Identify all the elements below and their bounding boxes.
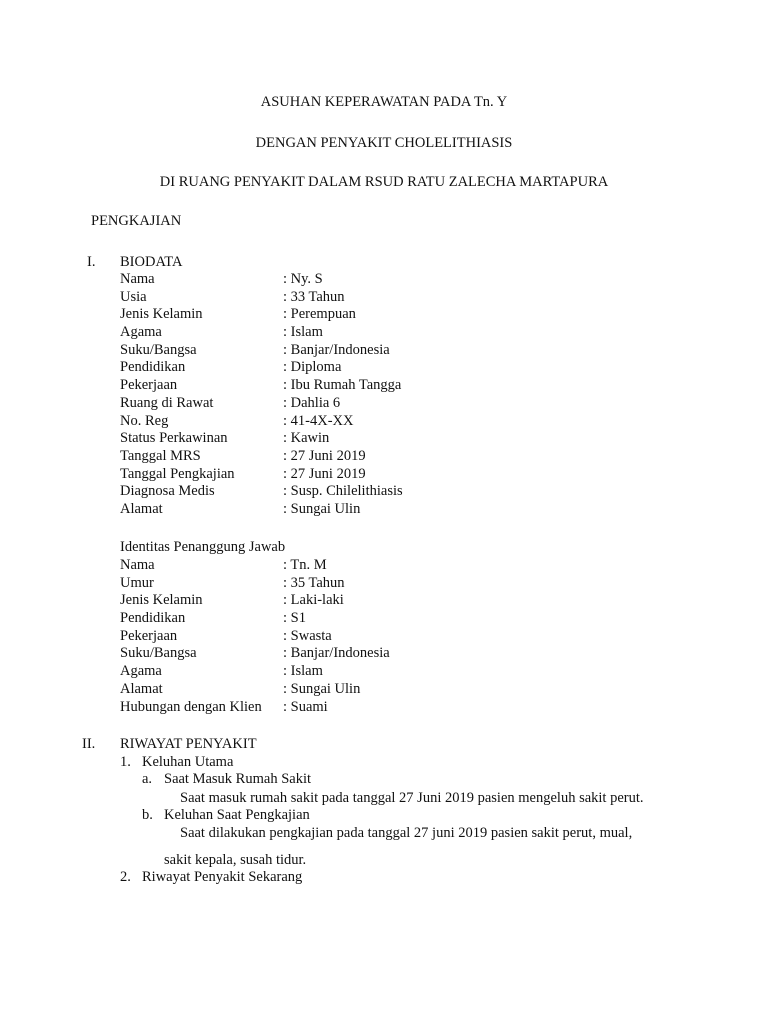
field-label: Nama: [120, 557, 155, 573]
field-value: : Diploma: [283, 359, 342, 376]
field-value: : 33 Tahun: [283, 288, 345, 305]
field-label: Pendidikan: [120, 610, 186, 627]
field-label: Agama: [120, 663, 162, 680]
field-value: : Ny. S: [283, 271, 323, 287]
field-value: : 27 Juni 2019: [283, 447, 366, 464]
field-value: : Laki-laki: [283, 592, 344, 609]
sub-b-text-line-1: Saat dilakukan pengkajian pada tanggal 27 juni 2019 pasien sakit perut, mual,: [180, 825, 633, 841]
field-label: Suku/Bangsa: [120, 645, 197, 662]
field-label: Tanggal MRS: [120, 447, 201, 464]
field-label: Tanggal Pengkajian: [120, 465, 235, 482]
item-1-number: 1.: [120, 754, 131, 770]
field-value: : 35 Tahun: [283, 574, 345, 591]
field-value: : Perempuan: [283, 306, 356, 323]
field-value: : Islam: [283, 663, 323, 680]
title-line-3: DI RUANG PENYAKIT DALAM RSUD RATU ZALECHA MARTAPURA: [159, 174, 609, 190]
section-1-number: I.: [87, 254, 96, 270]
field-label: Suku/Bangsa: [120, 341, 197, 358]
field-value: : Swasta: [283, 627, 332, 644]
field-value: : Suami: [283, 698, 328, 715]
section-1-heading: BIODATA: [120, 254, 183, 270]
field-label: Diagnosa Medis: [120, 483, 215, 500]
section-2-heading: RIWAYAT PENYAKIT: [120, 736, 257, 752]
field-label: No. Reg: [120, 412, 169, 429]
field-label: Alamat: [120, 680, 163, 697]
pengkajian-heading: PENGKAJIAN: [91, 213, 182, 229]
sub-a-label: Saat Masuk Rumah Sakit: [164, 771, 312, 787]
sub-b-label: Keluhan Saat Pengkajian: [164, 807, 310, 823]
sub-b-number: b.: [142, 807, 153, 823]
field-label: Usia: [120, 288, 147, 305]
field-value: : Tn. M: [283, 557, 327, 573]
title-line-1: ASUHAN KEPERAWATAN PADA Tn. Y: [260, 94, 508, 110]
field-label: Ruang di Rawat: [120, 394, 214, 411]
sub-a-number: a.: [142, 771, 153, 787]
field-value: : Sungai Ulin: [283, 500, 361, 517]
field-label: Pendidikan: [120, 359, 186, 376]
field-value: : 27 Juni 2019: [283, 465, 366, 482]
section-2-number: II.: [82, 736, 96, 752]
field-label: Jenis Kelamin: [120, 592, 203, 609]
title-line-2: DENGAN PENYAKIT CHOLELITHIASIS: [255, 135, 513, 151]
field-label: Nama: [120, 271, 155, 287]
sub-a-text: Saat masuk rumah sakit pada tanggal 27 Juni 2019 pasien mengeluh sakit perut.: [180, 790, 644, 806]
field-label: Pekerjaan: [120, 377, 178, 394]
field-value: : Banjar/Indonesia: [283, 341, 390, 358]
field-value: : S1: [283, 610, 306, 627]
item-2-label: Riwayat Penyakit Sekarang: [142, 869, 303, 885]
field-label: Alamat: [120, 500, 163, 517]
field-value: : Islam: [283, 324, 323, 341]
field-label: Agama: [120, 324, 162, 341]
field-label: Jenis Kelamin: [120, 306, 203, 323]
field-label: Pekerjaan: [120, 627, 178, 644]
field-label: Hubungan dengan Klien: [120, 698, 262, 715]
field-value: : Susp. Chilelithiasis: [283, 483, 403, 500]
field-value: : Dahlia 6: [283, 394, 341, 411]
field-label: Umur: [120, 574, 154, 591]
field-value: : 41-4X-XX: [283, 412, 354, 429]
guardian-heading: Identitas Penanggung Jawab: [120, 539, 286, 555]
item-1-label: Keluhan Utama: [142, 754, 234, 770]
field-value: : Banjar/Indonesia: [283, 645, 390, 662]
field-value: : Ibu Rumah Tangga: [283, 377, 402, 394]
sub-b-text-line-2: sakit kepala, susah tidur.: [164, 852, 307, 868]
field-value: : Kawin: [283, 430, 330, 447]
field-label: Status Perkawinan: [120, 430, 228, 447]
item-2-number: 2.: [120, 869, 131, 885]
field-value: : Sungai Ulin: [283, 680, 361, 697]
